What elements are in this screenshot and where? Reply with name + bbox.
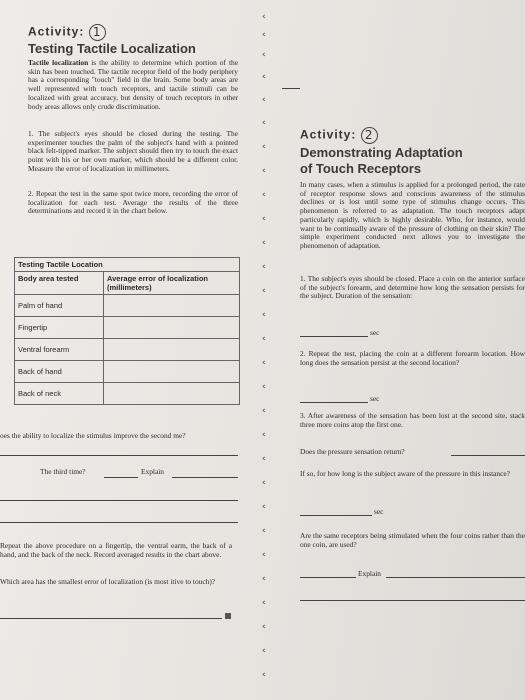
sec-label: sec (374, 507, 384, 516)
table-cell-answer[interactable] (104, 361, 240, 383)
spiral-ring: ‹ (262, 430, 266, 440)
table-header-body-area: Body area tested (15, 272, 104, 295)
spiral-ring: ‹ (262, 310, 266, 320)
explain-label: Explain (358, 569, 381, 578)
question-improve: oes the ability to localize the stimulus improve the second me? (0, 431, 186, 440)
spiral-ring: ‹ (262, 118, 266, 128)
table-caption: Testing Tactile Location (15, 258, 240, 272)
spiral-ring: ‹ (262, 334, 266, 344)
spiral-ring: ‹ (262, 526, 266, 536)
spiral-ring: ‹ (262, 12, 266, 22)
spiral-ring: ‹ (262, 286, 266, 296)
intro-term: Tactile localization (28, 58, 89, 67)
answer-line-explain-right-2[interactable] (300, 600, 525, 601)
activity-2-title-line-1: Demonstrating Adaptation (300, 145, 463, 160)
answer-line-pressure-return[interactable] (451, 455, 525, 456)
answer-line-explain-right[interactable] (386, 577, 525, 578)
table-cell-answer[interactable] (104, 295, 240, 317)
question-smallest-error: Which area has the smallest error of localization (is most itive to touch)? (0, 577, 216, 586)
activity-1-intro (28, 59, 238, 111)
activity-label: Activity: (300, 127, 357, 142)
table-header-average-error: Average error of localization (millimeters) (104, 272, 240, 295)
answer-line-duration[interactable] (300, 336, 368, 337)
activity-label: Activity: (28, 24, 85, 39)
spiral-ring: ‹ (262, 670, 266, 680)
activity-1-step-1: 1. The subject's eyes should be closed during the testing. The experimenter touches the palm of the subject's hand with a pointed black felt-tipped marker. The subject should then try to touch the exact point with his or her own marker, which should be a different color. Measure the error of localization in millimeters. (28, 129, 238, 173)
instruction-repeat: Repeat the above procedure on a fingertip, the ventral earm, the back of a hand, and the back of the neck. Record averaged results in the chart above. (0, 541, 232, 559)
intro-text: is the ability to determine which portion of the skin has been touched. The tactile receptor field of the body periphery has a corresponding "touch" field in the brain. Some body areas are well represented with touch receptors, and tactile stimuli can be localized with great accuracy, but density of touch receptors in other body areas allows only crude discrimination. (28, 58, 238, 111)
spiral-ring: ‹ (262, 358, 266, 368)
answer-line-same-receptors[interactable] (300, 577, 356, 578)
table-cell-area: Back of hand (15, 361, 104, 383)
spiral-ring: ‹ (262, 95, 266, 105)
table-row (15, 295, 240, 317)
activity-2-step-2: 2. Repeat the test, placing the coin at a different forearm location. How long does the sensation persist at the second location? (300, 349, 525, 367)
table-cell-answer[interactable] (104, 383, 240, 405)
spiral-ring: ‹ (262, 190, 266, 200)
question-third-time: The third time? (40, 467, 86, 476)
spiral-ring: ‹ (262, 382, 266, 392)
question-how-long: If so, for how long is the subject aware of the pressure in this instance? (300, 469, 510, 478)
spiral-ring: ‹ (262, 406, 266, 416)
answer-line-explain-3[interactable] (0, 522, 238, 523)
answer-line-improve[interactable] (0, 455, 238, 456)
spiral-ring: ‹ (262, 574, 266, 584)
spiral-ring: ‹ (262, 50, 266, 60)
spiral-ring: ‹ (262, 478, 266, 488)
spiral-ring: ‹ (262, 550, 266, 560)
spiral-ring: ‹ (262, 502, 266, 512)
question-pressure-return: Does the pressure sensation return? (300, 447, 405, 456)
spiral-ring: ‹ (262, 262, 266, 272)
sec-label: sec (370, 394, 380, 403)
spiral-ring: ‹ (262, 238, 266, 248)
sec-label: sec (370, 328, 380, 337)
table-cell-area: Ventral forearm (15, 339, 104, 361)
table-row (15, 317, 240, 339)
answer-line-how-long[interactable] (300, 515, 372, 516)
answer-line-second-location[interactable] (300, 402, 368, 403)
question-same-receptors: Are the same receptors being stimulated when the four coins rather than the one coin, are used? (300, 531, 525, 549)
answer-line-smallest-error[interactable] (0, 618, 222, 619)
table-cell-area: Back of neck (15, 383, 104, 405)
spiral-ring: ‹ (262, 30, 266, 40)
spiral-ring: ‹ (262, 454, 266, 464)
spiral-ring: ‹ (262, 598, 266, 608)
page-marker (225, 613, 231, 619)
spiral-ring: ‹ (262, 142, 266, 152)
spiral-ring: ‹ (262, 214, 266, 224)
explain-label: Explain (141, 467, 164, 476)
table-cell-answer[interactable] (104, 339, 240, 361)
activity-2-title-line-2: of Touch Receptors (300, 161, 422, 176)
spiral-ring: ‹ (262, 166, 266, 176)
spiral-ring: ‹ (262, 72, 266, 82)
tactile-location-table (14, 257, 240, 405)
answer-line-third-time[interactable] (104, 477, 138, 478)
table-row (15, 361, 240, 383)
table-cell-area: Fingertip (15, 317, 104, 339)
table-row (15, 339, 240, 361)
table-cell-answer[interactable] (104, 317, 240, 339)
answer-line-explain-2[interactable] (0, 500, 238, 501)
activity-2-step-3: 3. After awareness of the sensation has been lost at the second site, stack three more coins atop the first one. (300, 411, 525, 429)
table-cell-area: Palm of hand (15, 295, 104, 317)
activity-1-step-2: 2. Repeat the test in the same spot twice more, recording the error of localization for each test. Average the results of the three determinations and record it in the chart below. (28, 189, 238, 216)
activity-2-step-1: 1. The subject's eyes should be closed. Place a coin on the anterior surface of the subject's forearm, and determine how long the sensation persists for the subject. Duration of the sensation: (300, 274, 525, 301)
activity-2-heading (300, 127, 378, 144)
activity-number-circle: 2 (361, 127, 378, 144)
spiral-ring: ‹ (262, 622, 266, 632)
activity-1-heading (28, 24, 106, 41)
activity-1-title: Testing Tactile Localization (28, 41, 196, 56)
activity-2-intro: In many cases, when a stimulus is applied for a prolonged period, the rate of receptor response slows and conscious awareness of the stimulus declines or is lost until some type of stimulus change occurs. This phenomenon is referred to as adaptation. The touch receptors adapt particularly rapidly, which is highly desirable. Who, for instance, would want to be continually aware of the pressure of clothing on their skin? The simple experiment conducted next allows you to investigate the phenomenon of adaptation. (300, 180, 525, 250)
spiral-ring: ‹ (262, 646, 266, 656)
margin-dash (282, 88, 300, 89)
answer-line-explain[interactable] (172, 477, 238, 478)
activity-number-circle: 1 (89, 24, 106, 41)
table-row (15, 383, 240, 405)
